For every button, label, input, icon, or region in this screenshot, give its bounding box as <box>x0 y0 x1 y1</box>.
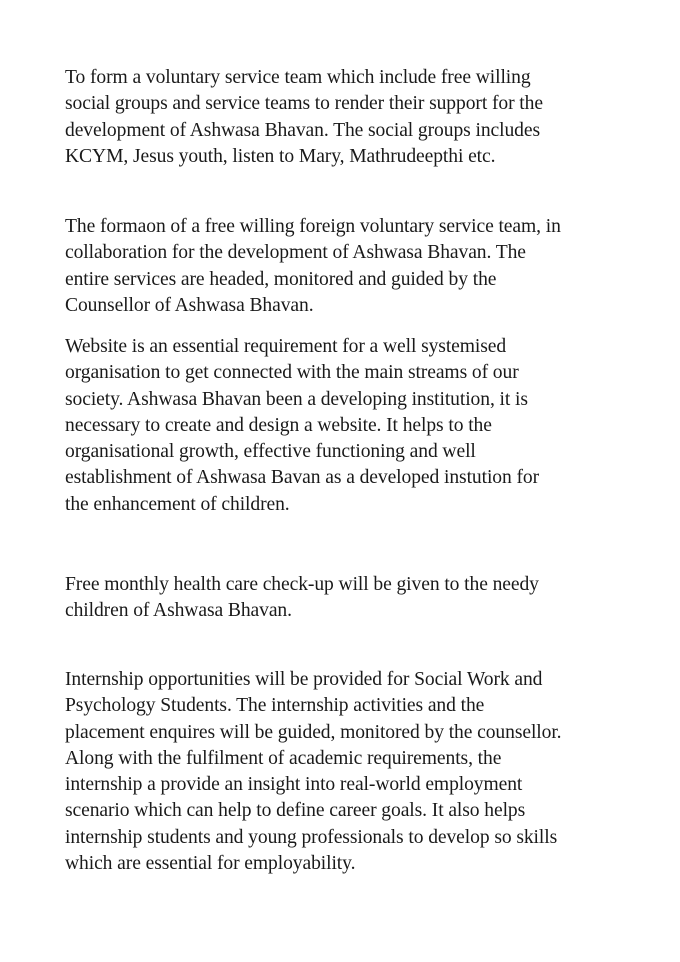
text-line: society. Ashwasa Bhavan been a developing institution, it is <box>65 388 528 410</box>
text-line: The formaon of a free willing foreign voluntary service team, in <box>65 216 561 237</box>
text-line: internship students and young professionals to develop so skills <box>65 826 558 848</box>
text-line: KCYM, Jesus youth, listen to Mary, Mathrudeepthi etc. <box>65 145 496 167</box>
text-line: Counsellor of Ashwasa Bhavan. <box>65 294 314 316</box>
text-line: children of Ashwasa Bhavan. <box>65 600 292 622</box>
text-line: internship a provide an insight into real-world employment <box>65 774 523 796</box>
text-line: which are essential for employability. <box>65 853 356 875</box>
text-line: Free monthly health care check-up will be given to the needy <box>65 574 539 595</box>
text-line: collaboration for the development of Ashwasa Bhavan. The <box>65 242 526 264</box>
text-line: organisational growth, effective functioning and well <box>65 441 476 463</box>
text-line: development of Ashwasa Bhavan. The social groups includes <box>65 119 540 141</box>
text-line: entire services are headed, monitored and guided by the <box>65 268 497 290</box>
text-line: social groups and service teams to render their support for the <box>65 93 543 115</box>
paragraph-internship <box>65 667 625 877</box>
text-line: To form a voluntary service team which include free willing <box>65 67 531 88</box>
text-line: necessary to create and design a website. It helps to the <box>65 414 492 436</box>
paragraph-website <box>65 334 625 518</box>
text-line: Website is an essential requirement for a well systemised <box>65 336 507 357</box>
paragraph-voluntary-service-team <box>65 65 625 170</box>
paragraph-foreign-voluntary-team <box>65 214 625 319</box>
text-line: Psychology Students. The internship activities and the <box>65 695 485 717</box>
paragraph-health-check-up <box>65 572 625 625</box>
text-line: the enhancement of children. <box>65 493 290 515</box>
text-line: establishment of Ashwasa Bavan as a developed instution for <box>65 467 540 489</box>
text-line: scenario which can help to define career goals. It also helps <box>65 800 526 822</box>
text-line: Along with the fulfilment of academic requirements, the <box>65 747 502 769</box>
text-line: placement enquires will be guided, monitored by the counsellor. <box>65 721 562 743</box>
text-line: organisation to get connected with the main streams of our <box>65 362 519 384</box>
text-line: Internship opportunities will be provided for Social Work and <box>65 669 543 690</box>
